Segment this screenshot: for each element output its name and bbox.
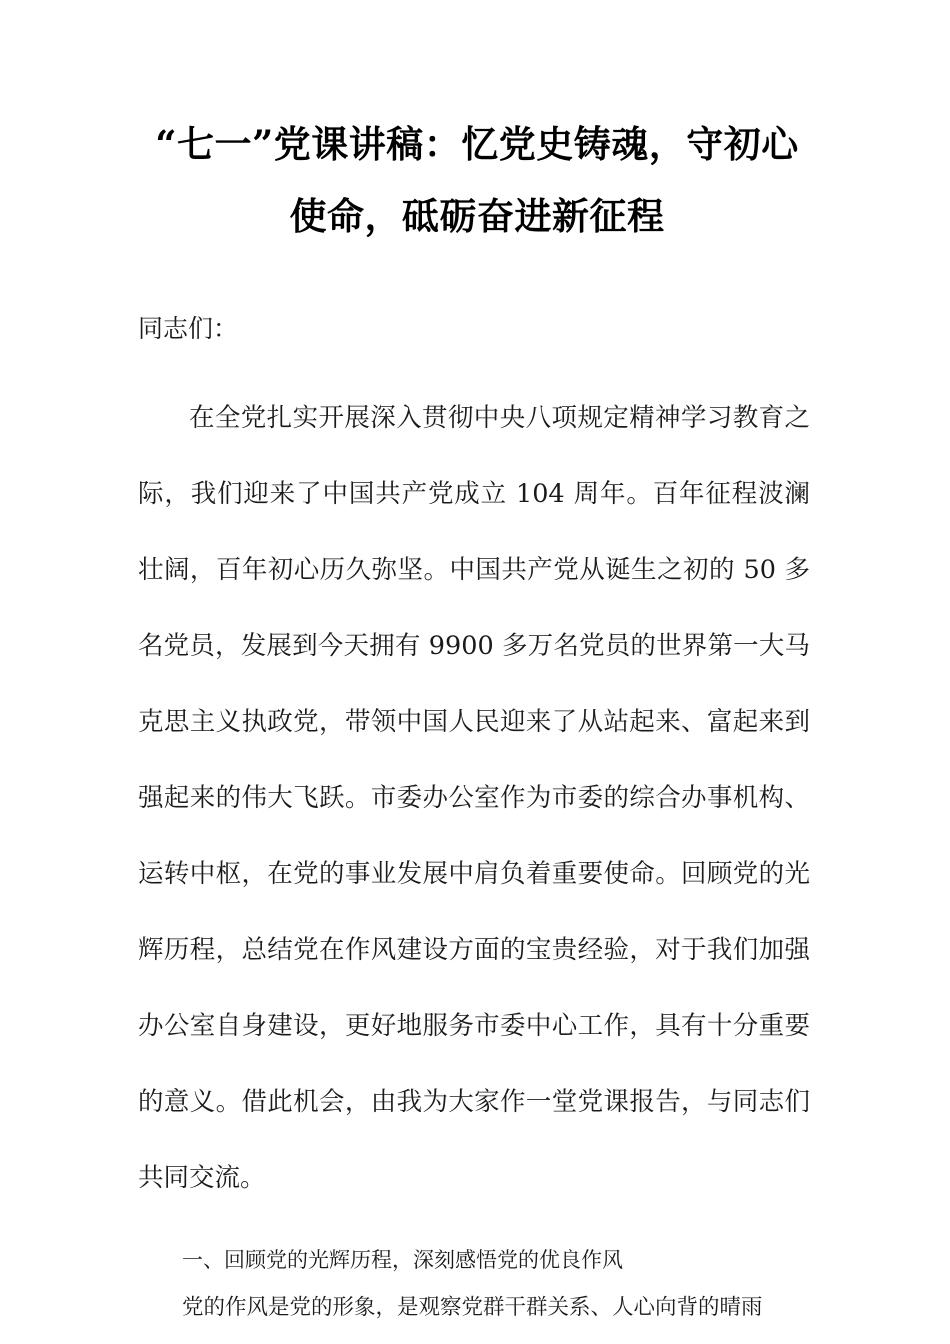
page-title bbox=[152, 108, 802, 252]
document-body bbox=[138, 306, 810, 1332]
salutation: 同志们： bbox=[138, 314, 239, 343]
page-title-line-1: “七一”党课讲稿：忆党史铸魂，守初心 bbox=[155, 122, 799, 166]
body-paragraph-1: 在全党扎实开展深入贯彻中央八项规定精神学习教育之际，我们迎来了中国共产党成立 104 周年。百年征程波澜壮阔，百年初心历久弥坚。中国共产党从诞生之初的 50 多名党员，发展到今天拥有 9900 多万名党员的世界第一大马克思主义执政党，带领中国人民迎来了从站起来、富起来到强起来的伟大飞跃。市委办公室作为市委的综合办事机构、运转中枢，在党的事业发展中肩负着重要使命。回顾党的光辉历程，总结党在作风建设方面的宝贵经验，对于我们加强办公室自身建设，更好地服务市委中心工作，具有十分重要的意义。借此机会，由我为大家作一堂党课报告，与同志们共同交流。 bbox=[138, 403, 810, 1193]
section-1-paragraph-1: 党的作风是党的形象，是观察党群干群关系、人心向背的晴雨 bbox=[182, 1295, 763, 1320]
page-title-line-2: 使命，砥砺奋进新征程 bbox=[289, 194, 665, 238]
section-heading-1: 一、回顾党的光辉历程，深刻感悟党的优良作风 bbox=[182, 1248, 623, 1272]
